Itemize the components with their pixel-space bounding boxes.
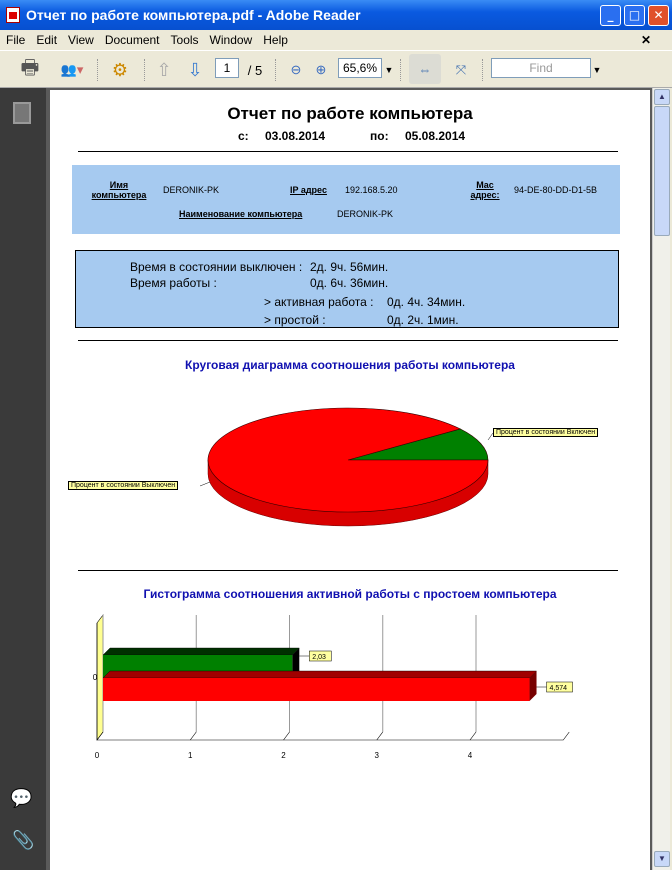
scroll-up-icon[interactable]: ▲ <box>654 89 670 105</box>
x-tick <box>284 732 290 740</box>
off-time-label: Время в состоянии выключен : <box>130 260 303 274</box>
zoom-input[interactable]: 65,6% <box>338 58 382 78</box>
pie-chart-title: Круговая диаграмма соотношения работы компьютера <box>185 358 515 372</box>
collaborate-icon[interactable]: 👥▾ <box>60 62 84 77</box>
menu-document[interactable]: Document <box>104 33 160 47</box>
toolbar <box>0 50 672 88</box>
fit-width-icon[interactable]: ⇔ <box>409 54 441 84</box>
pdf-page <box>50 90 650 870</box>
print-icon[interactable]: 🖶 <box>20 57 40 79</box>
y-axis-wall <box>97 615 103 740</box>
report-title: Отчет по работе компьютера <box>227 104 473 123</box>
zoom-in-icon[interactable]: ⊕ <box>315 62 327 77</box>
zoom-out-icon[interactable]: ⊖ <box>290 62 302 77</box>
pie-label-off: Процент в состоянии Выключен <box>68 481 178 490</box>
bar-top <box>103 648 299 655</box>
to-date: 05.08.2014 <box>405 129 466 143</box>
previous-page-icon[interactable]: ⇧ <box>156 59 172 80</box>
ip-value: 192.168.5.20 <box>345 185 398 195</box>
menu-help[interactable]: Help <box>263 33 288 47</box>
name-label: Имя компьютера <box>91 180 147 200</box>
pages-icon[interactable] <box>13 102 31 124</box>
next-page-icon[interactable]: ⇩ <box>187 59 203 80</box>
close-button[interactable]: ✕ <box>648 5 669 26</box>
mac-value: 94-DE-80-DD-D1-5B <box>514 185 598 195</box>
attachments-icon[interactable]: 📎 <box>12 830 35 850</box>
off-time-value: 2д. 9ч. 56мин. <box>310 260 389 274</box>
menu-edit[interactable]: Edit <box>36 33 58 47</box>
data-label: 4,574 <box>549 685 568 692</box>
x-tick <box>190 732 196 740</box>
name-value: DERONIK-PK <box>163 185 220 195</box>
menu-window[interactable]: Window <box>209 33 253 47</box>
work-time-label: Время работы : <box>130 276 217 290</box>
page-total: / 5 <box>247 62 263 78</box>
find-dropdown-icon[interactable]: ▼ <box>592 65 602 75</box>
menu-tools[interactable]: Tools <box>170 33 199 47</box>
pie-leader-line <box>200 482 210 486</box>
pie-slice <box>208 408 488 512</box>
find-input[interactable]: Find <box>491 58 591 78</box>
data-label: 2,03 <box>312 654 326 661</box>
fit-page-icon[interactable]: ⤧ <box>455 62 467 77</box>
category-label: 0 <box>92 673 98 682</box>
page-number-input[interactable]: 1 <box>215 58 239 78</box>
scroll-thumb[interactable] <box>654 106 670 236</box>
x-tick-label: 3 <box>374 751 379 760</box>
scroll-down-icon[interactable]: ▼ <box>654 851 670 867</box>
title-bar <box>0 0 672 30</box>
computer-title-label: Наименование компьютера <box>179 209 303 219</box>
window-title: Отчет по работе компьютера.pdf - Adobe Reader <box>26 7 361 23</box>
work-time-value: 0д. 6ч. 36мин. <box>310 276 389 290</box>
navigation-pane <box>0 88 46 870</box>
secure-icon[interactable]: ⚙ <box>111 59 129 80</box>
x-tick <box>470 732 476 740</box>
idle-time-value: 0д. 2ч. 1мин. <box>387 313 459 327</box>
from-label: с: <box>238 129 249 143</box>
from-date: 03.08.2014 <box>265 129 326 143</box>
zoom-dropdown-icon[interactable]: ▼ <box>384 65 394 75</box>
maximize-button[interactable]: □ <box>624 5 645 26</box>
active-time-label: > активная работа : <box>264 295 374 309</box>
comments-icon[interactable]: 💬 <box>10 788 33 808</box>
charts-canvas <box>50 90 650 870</box>
idle-time-label: > простой : <box>264 313 326 327</box>
minimize-button[interactable]: _ <box>600 5 621 26</box>
active-time-value: 0д. 4ч. 34мин. <box>387 295 466 309</box>
bar-chart-title: Гистограмма соотношения активной работы с простоем компьютера <box>143 587 557 601</box>
mac-label: Mac адрес: <box>470 180 500 200</box>
bar-top <box>103 671 537 678</box>
to-label: по: <box>370 129 389 143</box>
menu-view[interactable]: View <box>68 33 94 47</box>
menu-bar <box>0 30 672 50</box>
bar <box>103 678 530 701</box>
x-tick-label: 0 <box>94 751 100 760</box>
x-tick-label: 2 <box>281 751 286 760</box>
pdf-icon <box>6 7 20 23</box>
menu-file[interactable]: File <box>6 33 26 47</box>
close-document-icon[interactable]: ✕ <box>640 33 651 47</box>
ip-label: IP адрес <box>290 185 327 195</box>
x-tick <box>377 732 383 740</box>
x-tick-label: 4 <box>467 751 473 760</box>
pie-label-on: Процент в состоянии Включен <box>493 428 598 437</box>
x-axis <box>97 732 569 740</box>
vertical-scrollbar[interactable] <box>652 88 670 870</box>
x-tick-label: 1 <box>188 751 193 760</box>
computer-title-value: DERONIK-PK <box>337 209 394 219</box>
